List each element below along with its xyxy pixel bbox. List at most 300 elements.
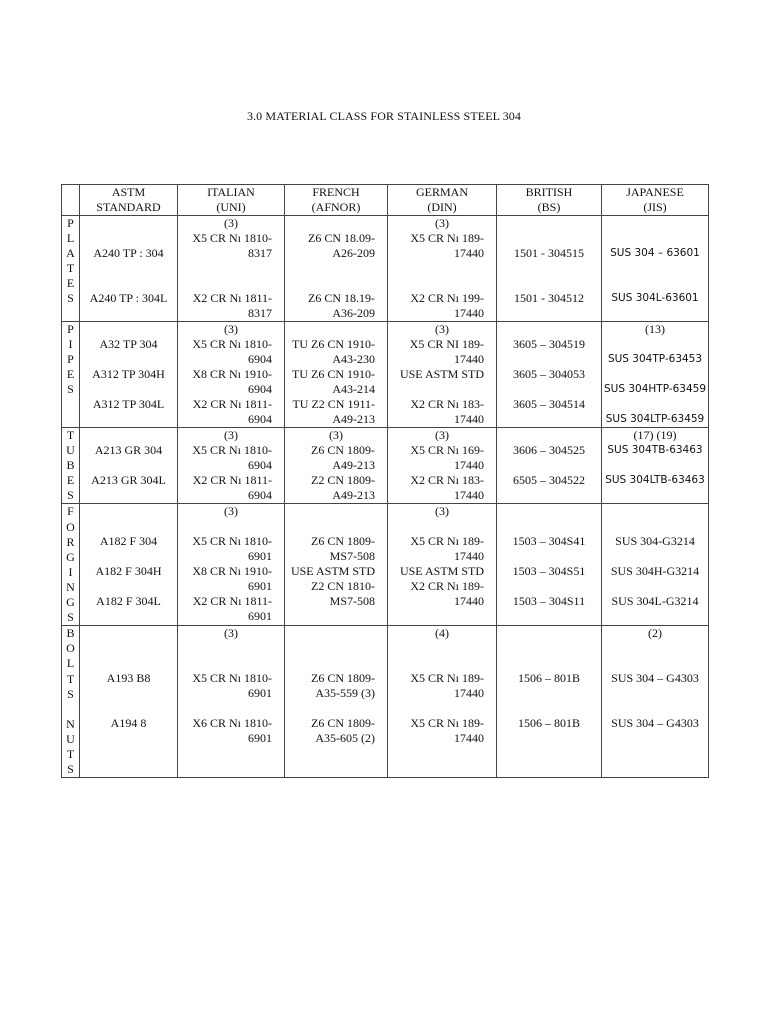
cell-line: A240 TP : 304L (89, 291, 168, 305)
cell-line (80, 609, 177, 624)
cell-line (285, 641, 387, 656)
row-label-letter: B (66, 458, 75, 473)
row-label-letter: T (66, 261, 75, 276)
cell-line (178, 701, 284, 716)
cell-line (80, 761, 177, 776)
cell-line (80, 458, 177, 473)
cell-line (602, 397, 708, 412)
cell-line: 17440 (454, 458, 484, 472)
cell-forgings-col2 (178, 504, 285, 626)
cell-plates-col4 (388, 216, 497, 322)
cell-line: 6904 (248, 352, 272, 366)
cell-line: SUS 304LTB-63463 (605, 474, 705, 486)
cell-line (388, 746, 496, 761)
cell-line (497, 216, 601, 231)
cell-line: X2 CR Nı 1811- (192, 473, 272, 487)
cell-line (602, 609, 708, 624)
cell-line (80, 488, 177, 503)
row-label-letter: G (66, 595, 75, 610)
cell-line: 17440 (454, 306, 484, 320)
cell-line (80, 216, 177, 231)
cell-bolts-nuts-col5 (497, 626, 602, 778)
cell-line (602, 337, 708, 352)
row-label-letter: S (67, 686, 74, 701)
header-italian: ITALIAN (UNI) (178, 185, 285, 216)
cell-line (602, 761, 708, 776)
cell-tubes-col3 (285, 428, 388, 504)
cell-line: 6901 (248, 549, 272, 564)
cell-line: A35-605 (2) (315, 731, 375, 746)
cell-line (602, 276, 708, 291)
row-label-letter: E (66, 473, 75, 488)
cell-line (497, 504, 601, 519)
cell-line: 6901 (248, 686, 272, 701)
cell-line: A26-209 (332, 246, 375, 260)
cell-line: X5 CR NI 189- (409, 337, 484, 351)
cell-line (285, 626, 387, 641)
cell-line: SUS 304 – G4303 (611, 671, 699, 686)
cell-line: 1503 – 304S11 (512, 594, 586, 609)
cell-line (602, 641, 708, 656)
row-label-letter: L (66, 231, 75, 246)
row-label-pipes (62, 322, 80, 428)
row-label-letter: N (66, 579, 75, 594)
cell-plates-col6 (602, 216, 709, 322)
cell-line (497, 761, 601, 776)
cell-line: X5 CR Nı 1810- (192, 443, 272, 457)
cell-line: (3) (224, 428, 238, 442)
row-label-forgings (62, 504, 80, 626)
material-class-table (61, 184, 709, 778)
cell-line: Z6 CN 1809- (311, 534, 375, 549)
cell-line: USE ASTM STD (290, 564, 375, 579)
row-label-letter: I (68, 564, 73, 579)
cell-line: A43-214 (332, 382, 375, 396)
cell-line: TU Z2 CN 1911- (292, 397, 375, 411)
cell-pipes-col4 (388, 322, 497, 428)
cell-line (80, 322, 177, 337)
cell-line: A240 TP : 304 (93, 246, 164, 260)
cell-line: Z6 CN 1809- (311, 716, 375, 731)
cell-line: 6904 (248, 458, 272, 472)
row-label-letter: T (66, 746, 75, 761)
cell-line (388, 519, 496, 534)
cell-plates-col3 (285, 216, 388, 322)
cell-line: USE ASTM STD (399, 564, 484, 579)
cell-line (285, 276, 387, 291)
cell-line (285, 609, 387, 624)
cell-line (497, 641, 601, 656)
cell-line: A49-213 (332, 412, 375, 426)
cell-line (80, 306, 177, 321)
row-label-letter: E (66, 276, 75, 291)
cell-line (497, 488, 601, 503)
cell-tubes-col4 (388, 428, 497, 504)
cell-pipes-col5 (497, 322, 602, 428)
row-label-letter: T (66, 671, 75, 686)
cell-line (602, 519, 708, 534)
cell-line: X5 CR Nı 1810- (192, 671, 272, 686)
cell-line (497, 626, 601, 641)
row-label-letter: O (66, 519, 75, 534)
cell-line: 17440 (454, 246, 484, 260)
cell-line (285, 261, 387, 276)
cell-line (388, 656, 496, 671)
cell-line (80, 231, 177, 246)
cell-line (602, 458, 708, 473)
cell-line (602, 488, 708, 503)
cell-bolts-nuts-col2 (178, 626, 285, 778)
cell-line (388, 276, 496, 291)
cell-line: SUS 304TP-63453 (607, 353, 703, 365)
cell-line (602, 367, 708, 382)
row-label-letter: B (66, 626, 75, 641)
cell-line: A36-209 (332, 306, 375, 320)
cell-line: SUS 304TB-63463 (607, 444, 703, 456)
row-label-letter: G (66, 549, 75, 564)
cell-line (497, 276, 601, 291)
cell-line (285, 504, 387, 519)
cell-line: SUS 304LTP-63459 (605, 413, 705, 425)
cell-tubes-col2 (178, 428, 285, 504)
cell-line: 3606 – 304525 (513, 443, 585, 457)
cell-line (602, 731, 708, 746)
cell-line (285, 216, 387, 231)
cell-line (178, 276, 284, 291)
cell-line (178, 261, 284, 276)
cell-line (497, 731, 601, 746)
cell-forgings-col4 (388, 504, 497, 626)
cell-line: (2) (648, 626, 662, 641)
cell-plates-col5 (497, 216, 602, 322)
cell-line (178, 761, 284, 776)
row-label-letter: P (67, 322, 74, 336)
cell-line (285, 746, 387, 761)
row-label-bolts-nuts (62, 626, 80, 778)
cell-line: A213 GR 304L (91, 473, 166, 487)
table-row-forgings (62, 504, 709, 626)
cell-line (80, 352, 177, 367)
cell-line: A182 F 304L (96, 594, 161, 609)
cell-line (285, 519, 387, 534)
cell-line: SUS 304L-63601 (611, 292, 699, 304)
cell-line (497, 412, 601, 427)
cell-line: MS7-508 (329, 594, 375, 609)
cell-line: X5 CR Nı 189- (410, 534, 484, 549)
cell-line (497, 352, 601, 367)
row-label-letter: S (67, 488, 74, 503)
cell-line: TU Z6 CN 1910- (292, 337, 375, 351)
cell-line: A35-559 (3) (315, 686, 375, 701)
row-label-letter: P (67, 216, 74, 230)
cell-line (388, 701, 496, 716)
cell-line (80, 731, 177, 746)
cell-line (285, 656, 387, 671)
cell-line: (3) (224, 216, 238, 230)
cell-line (497, 686, 601, 701)
cell-line: X5 CR Nı 1810- (192, 231, 272, 245)
cell-line: Z6 CN 18.19- (308, 291, 375, 305)
cell-line: SUS 304H-G3214 (610, 564, 700, 579)
cell-forgings-col5 (497, 504, 602, 626)
cell-line (80, 412, 177, 427)
cell-plates-col1 (80, 216, 178, 322)
cell-line: (3) (435, 428, 449, 442)
cell-line: (3) (435, 322, 449, 336)
cell-line: 17440 (454, 594, 484, 609)
cell-line: SUS 304L-G3214 (611, 594, 699, 609)
row-label-letter: U (66, 443, 75, 458)
cell-line: 1506 – 801B (517, 671, 580, 686)
cell-line: 6904 (248, 488, 272, 502)
cell-line (178, 641, 284, 656)
cell-tubes-col6 (602, 428, 709, 504)
cell-line (80, 641, 177, 656)
header-british: BRITISH (BS) (497, 185, 602, 216)
cell-line: 1503 – 304S51 (512, 564, 586, 579)
cell-line: (4) (435, 626, 449, 641)
cell-bolts-nuts-col1 (80, 626, 178, 778)
cell-line: USE ASTM STD (399, 367, 484, 381)
cell-line (497, 428, 601, 443)
cell-pipes-col2 (178, 322, 285, 428)
cell-line: 1506 – 801B (517, 716, 580, 731)
cell-line: 8317 (248, 246, 272, 260)
cell-line (602, 306, 708, 321)
header-japanese: JAPANESE (JIS) (602, 185, 709, 216)
cell-line: SUS 304 – 63601 (610, 247, 700, 259)
cell-line (80, 656, 177, 671)
cell-line: SUS 304 – G4303 (611, 716, 699, 731)
cell-line: X2 CR Nı 183- (410, 473, 484, 487)
cell-line: 17440 (454, 549, 484, 564)
row-label-letter: P (67, 352, 74, 367)
cell-line (602, 746, 708, 761)
cell-bolts-nuts-col3 (285, 626, 388, 778)
cell-line: X2 CR Nı 199- (410, 291, 484, 305)
table-row-tubes (62, 428, 709, 504)
cell-line: X8 CR Nı 1910- (192, 367, 272, 381)
cell-line (80, 276, 177, 291)
cell-line (178, 746, 284, 761)
cell-line (80, 382, 177, 397)
cell-line: X5 CR Nı 189- (410, 231, 484, 245)
cell-tubes-col5 (497, 428, 602, 504)
cell-line (497, 231, 601, 246)
cell-line: MS7-508 (329, 549, 375, 564)
row-label-letter: S (67, 382, 74, 397)
cell-line: 6901 (248, 731, 272, 746)
cell-line (80, 519, 177, 534)
cell-line (602, 231, 708, 246)
cell-line: 3605 – 304514 (513, 397, 585, 411)
cell-line (497, 609, 601, 624)
row-label-letter: L (66, 656, 75, 671)
cell-line: 8317 (248, 306, 272, 320)
cell-forgings-col3 (285, 504, 388, 626)
cell-line: Z2 CN 1810- (311, 579, 375, 594)
cell-line (285, 322, 387, 337)
cell-line (80, 579, 177, 594)
row-label-plates (62, 216, 80, 322)
cell-line (178, 656, 284, 671)
cell-line (388, 609, 496, 624)
cell-line: X2 CR Nı 1811- (192, 397, 272, 411)
cell-line: 6904 (248, 382, 272, 396)
cell-line: X2 CR Nı 189- (410, 579, 484, 594)
cell-line: (3) (329, 428, 343, 442)
cell-line: 1501 - 304512 (514, 291, 584, 305)
cell-line (80, 686, 177, 701)
cell-line (80, 504, 177, 519)
cell-line: (3) (224, 626, 238, 641)
cell-tubes-col1 (80, 428, 178, 504)
cell-line: (3) (224, 504, 238, 519)
row-label-letter: N (66, 716, 75, 731)
cell-line (285, 761, 387, 776)
cell-line (497, 579, 601, 594)
cell-line: (3) (435, 504, 449, 519)
cell-pipes-col6 (602, 322, 709, 428)
table-row-plates (62, 216, 709, 322)
row-label-letter: O (66, 641, 75, 656)
cell-plates-col2 (178, 216, 285, 322)
cell-line (80, 746, 177, 761)
cell-line: A182 F 304 (99, 534, 158, 549)
cell-line: A312 TP 304L (92, 397, 165, 411)
header-german: GERMAN (DIN) (388, 185, 497, 216)
cell-line: X5 CR Nı 189- (410, 671, 484, 686)
cell-line: A213 GR 304 (94, 443, 163, 457)
cell-line: 6505 – 304522 (513, 473, 585, 487)
cell-line: X8 CR Nı 1910- (192, 564, 272, 579)
cell-line: 3605 – 304053 (513, 367, 585, 381)
table-row-pipes (62, 322, 709, 428)
cell-line: 17440 (454, 352, 484, 366)
cell-line (497, 701, 601, 716)
cell-line (388, 382, 496, 397)
cell-line (80, 261, 177, 276)
cell-line (80, 549, 177, 564)
cell-line (80, 428, 177, 443)
header-french: FRENCH (AFNOR) (285, 185, 388, 216)
cell-bolts-nuts-col4 (388, 626, 497, 778)
cell-line: X5 CR Nı 1810- (192, 337, 272, 351)
cell-pipes-col1 (80, 322, 178, 428)
cell-line (497, 306, 601, 321)
cell-line (388, 261, 496, 276)
cell-line: 17440 (454, 686, 484, 701)
cell-line: 17440 (454, 488, 484, 502)
row-label-tubes (62, 428, 80, 504)
cell-line (602, 261, 708, 276)
cell-line: TU Z6 CN 1910- (292, 367, 375, 381)
cell-line: 1501 - 304515 (514, 246, 584, 260)
cell-line: (3) (224, 322, 238, 336)
cell-forgings-col1 (80, 504, 178, 626)
cell-line: 3605 – 304519 (513, 337, 585, 351)
cell-line (602, 549, 708, 564)
cell-line: X2 CR Nı 1811- (192, 291, 272, 305)
row-label-letter: U (66, 731, 75, 746)
row-label-letter: S (67, 610, 74, 625)
row-label-letter: R (66, 534, 75, 549)
cell-line (388, 641, 496, 656)
table-row-bolts-nuts (62, 626, 709, 778)
cell-line: Z2 CN 1809- (311, 473, 375, 487)
row-label-letter: E (66, 367, 75, 382)
cell-line (80, 701, 177, 716)
cell-line: (17) (19) (633, 428, 677, 442)
cell-line (388, 761, 496, 776)
cell-line: A194 8 (110, 716, 147, 731)
cell-line: A49-213 (332, 488, 375, 502)
cell-line (497, 519, 601, 534)
cell-line (497, 382, 601, 397)
cell-line: A312 TP 304H (92, 367, 165, 381)
cell-line: SUS 304-G3214 (615, 534, 695, 549)
cell-line: 1503 – 304S41 (512, 534, 586, 549)
cell-line (80, 626, 177, 641)
cell-bolts-nuts-col6 (602, 626, 709, 778)
header-row (62, 185, 709, 216)
cell-line: Z6 CN 1809- (311, 443, 375, 457)
cell-line: X5 CR Nı 169- (410, 443, 484, 457)
row-label-letter: I (68, 337, 73, 352)
cell-line (497, 746, 601, 761)
cell-line (285, 701, 387, 716)
document-title: 3.0 MATERIAL CLASS FOR STAINLESS STEEL 304 (246, 109, 522, 123)
cell-line (602, 701, 708, 716)
cell-line: 17440 (454, 731, 484, 746)
cell-line: (3) (435, 216, 449, 230)
cell-line: X5 CR Nı 1810- (192, 534, 272, 549)
cell-line: A193 B8 (106, 671, 151, 686)
cell-line: Z6 CN 1809- (311, 671, 375, 686)
cell-pipes-col3 (285, 322, 388, 428)
cell-line (178, 519, 284, 534)
cell-line: (13) (645, 322, 665, 336)
cell-line: X6 CR Nı 1810- (192, 716, 272, 731)
cell-line (602, 504, 708, 519)
cell-line (602, 686, 708, 701)
cell-line: A49-213 (332, 458, 375, 472)
header-astm: ASTM STANDARD (80, 185, 178, 216)
cell-line: 17440 (454, 412, 484, 426)
cell-line: X2 CR Nı 1811- (192, 594, 272, 609)
row-label-letter: T (66, 428, 75, 442)
row-label-letter: S (67, 762, 74, 777)
cell-line (602, 656, 708, 671)
cell-line: 6904 (248, 412, 272, 426)
cell-line (497, 322, 601, 337)
cell-line: X5 CR Nı 189- (410, 716, 484, 731)
cell-line (497, 458, 601, 473)
row-label-letter (62, 702, 79, 717)
row-label-letter: A (66, 246, 75, 261)
cell-forgings-col6 (602, 504, 709, 626)
row-label-letter: F (67, 504, 74, 519)
cell-line: Z6 CN 18.09- (308, 231, 375, 245)
cell-line (497, 656, 601, 671)
cell-line (497, 549, 601, 564)
cell-line (497, 261, 601, 276)
row-label-letter: S (67, 291, 74, 306)
cell-line: A32 TP 304 (99, 337, 158, 351)
corner-cell (62, 185, 80, 216)
cell-line: A43-230 (332, 352, 375, 366)
cell-line: A182 F 304H (95, 564, 162, 579)
